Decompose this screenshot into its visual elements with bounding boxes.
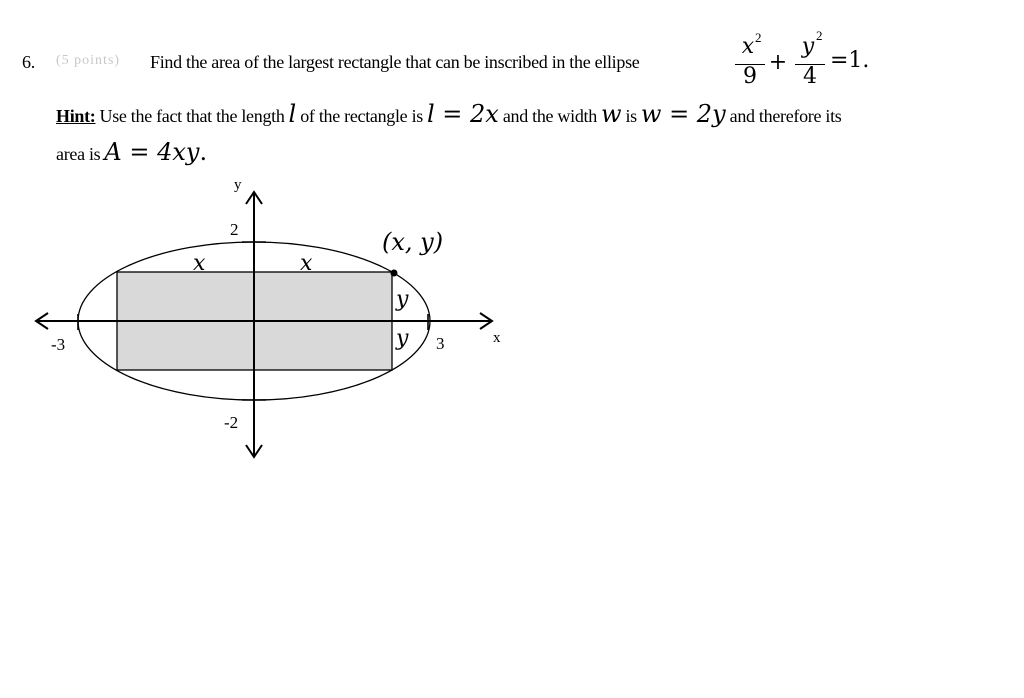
problem-number: 6. [22,52,35,72]
frac-y-numerator: y [801,34,815,59]
frac-x-exponent: 2 [755,30,762,45]
frac-x-denominator: 9 [743,64,757,89]
tick-label-neg2: -2 [224,413,239,432]
hint-eq-w: w = 2y [640,100,726,128]
hint-eq-area: A = 4xy [104,138,200,166]
hint-var-l: l [288,100,297,128]
frac-y-exponent: 2 [816,28,823,43]
hint-text-5: and therefore its [729,106,842,126]
hint-text-4: is [625,106,637,126]
tick-label-2: 2 [230,220,239,239]
corner-point [391,270,398,277]
hint-text-1: Use the fact that the length [99,106,285,126]
hint-var-w: w [600,100,622,128]
label-y-upper: y [396,287,409,312]
axis-x-label: x [493,330,501,346]
plus-sign: + [768,50,788,75]
equals-one: =1. [830,48,870,73]
hint-text-3: and the width [502,106,597,126]
hint-label: Hint: [56,106,96,126]
axis-y-label: y [234,177,242,193]
label-x-left: x [193,251,206,276]
frac-x-numerator: x [741,34,755,59]
label-x-right: x [300,251,313,276]
tick-label-neg3: -3 [51,335,66,354]
label-y-lower: y [396,326,409,351]
problem-statement: Find the area of the largest rectangle that can be inscribed in the ellipse [150,52,640,72]
hint-text-6: area is [56,144,101,164]
tick-label-3: 3 [436,334,445,353]
hint-text-2: of the rectangle is [300,106,423,126]
point-label: (x, y) [382,228,444,256]
points-badge: (5 points) [56,53,121,68]
hint-period: . [199,138,208,166]
hint-eq-l: l = 2x [426,100,499,128]
frac-y-denominator: 4 [803,64,817,89]
